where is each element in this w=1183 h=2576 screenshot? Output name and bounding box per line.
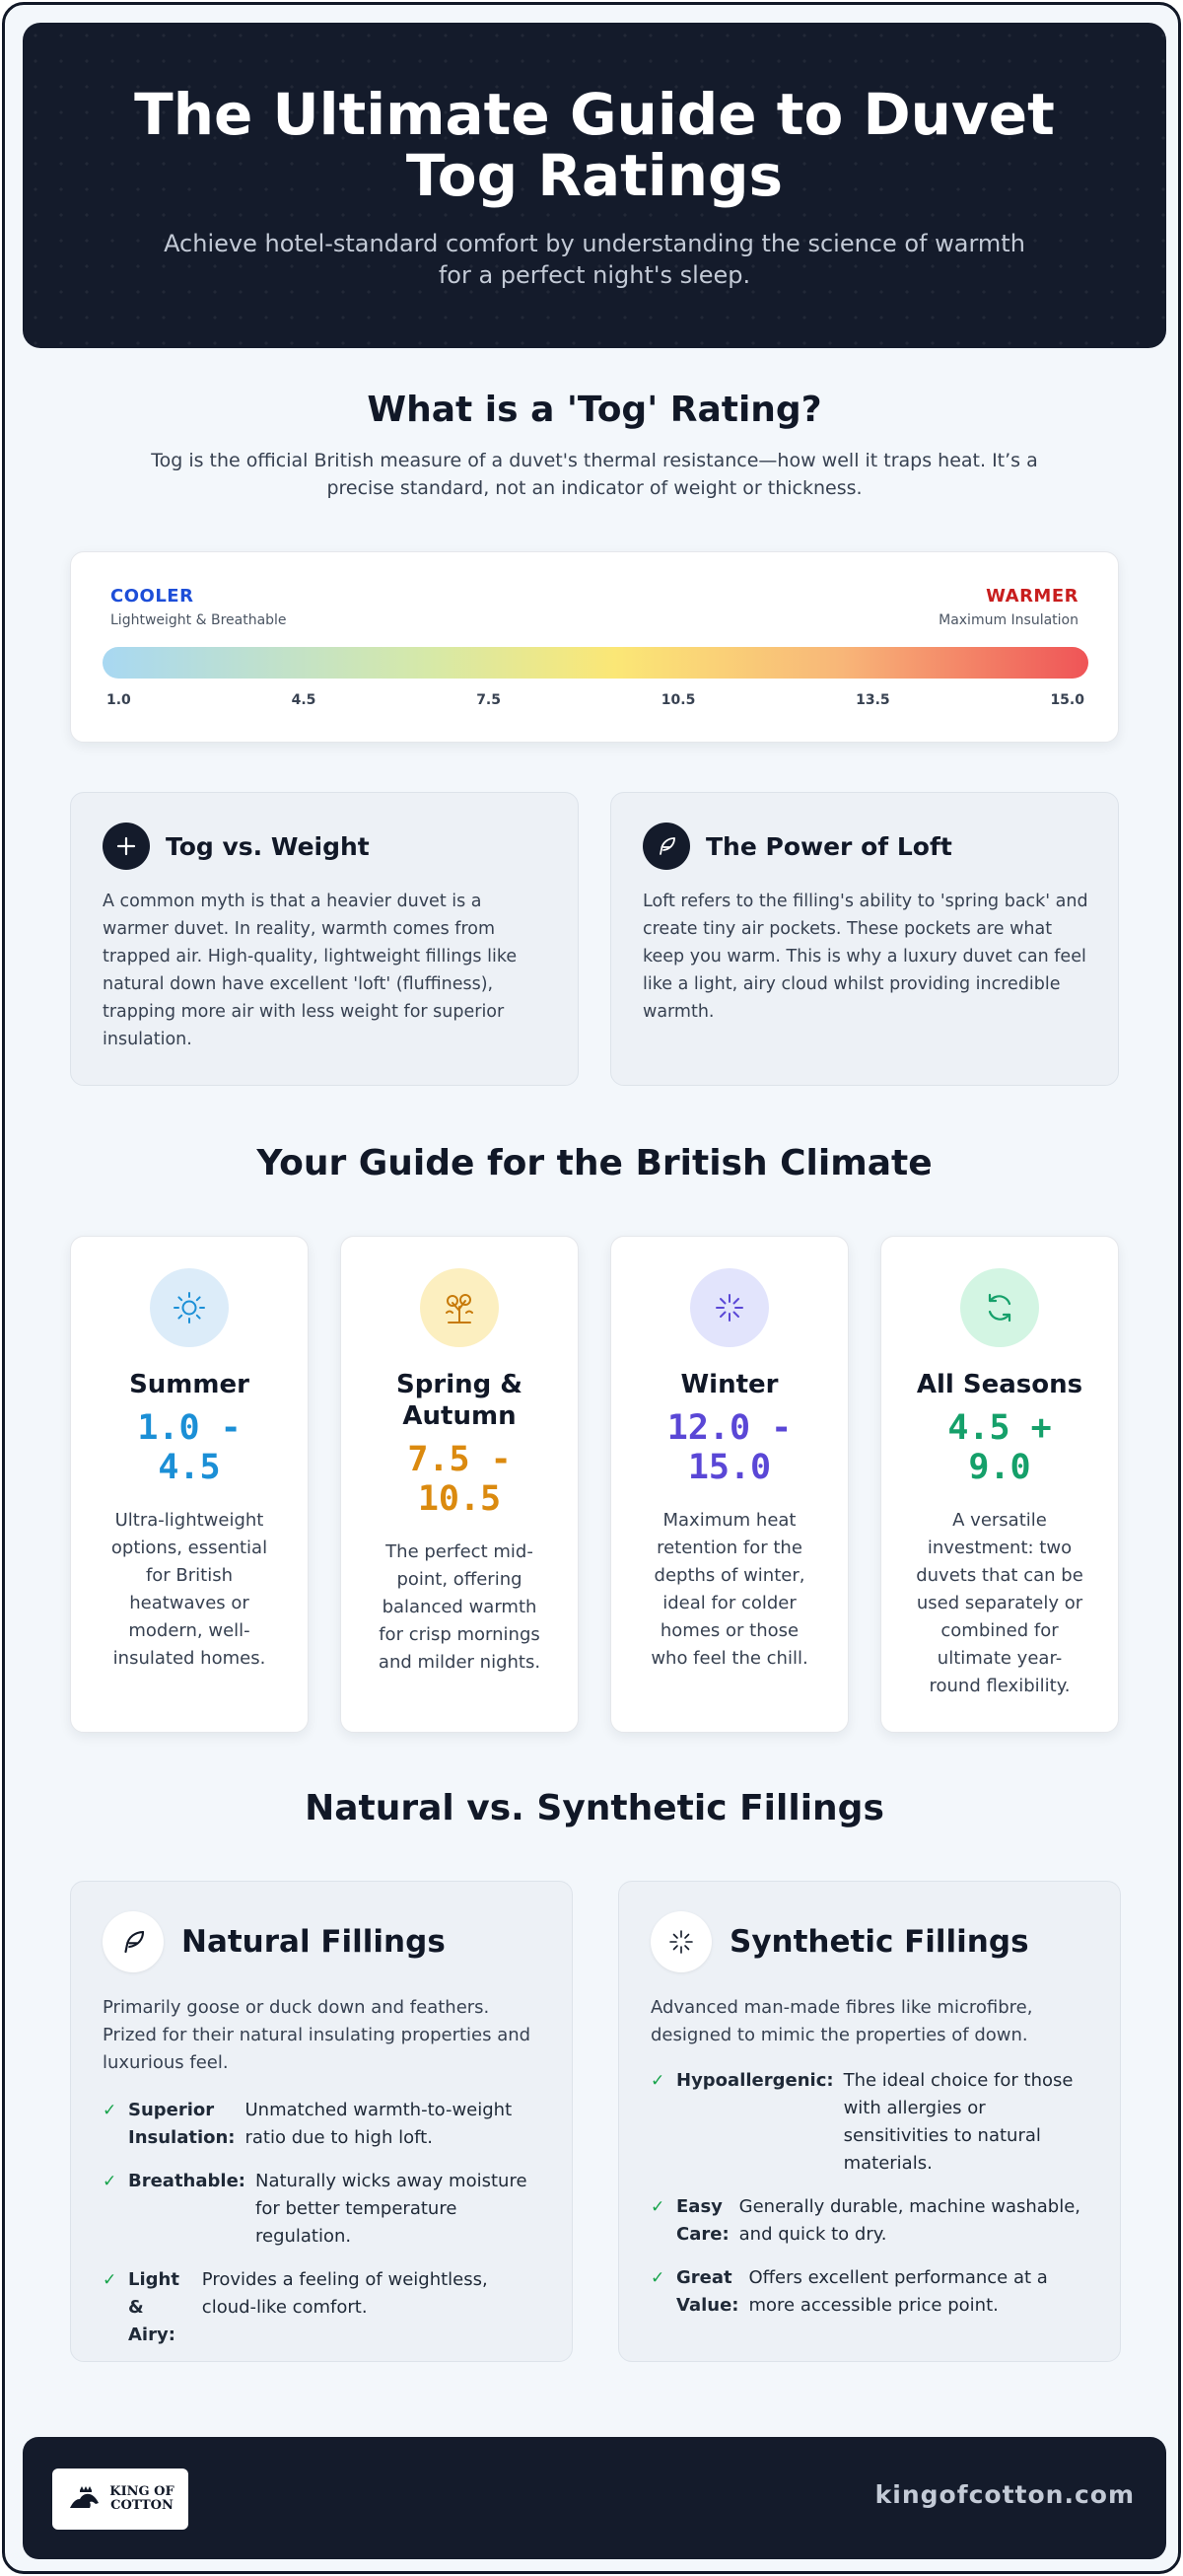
info-card-power-of-loft (610, 792, 1119, 1086)
footer (23, 2437, 1166, 2559)
season-name: Summer (129, 1370, 249, 1399)
list-item: ✓ Hypoallergenic: The ideal choice for those with allergies or sensitivities to natural materials. (651, 2067, 1094, 2178)
logo-text: KING OF (109, 2484, 174, 2499)
tog-section-intro: Tog is the official British measure of a duvet's thermal resistance—how well it traps heat. It’s a precise standard, not an indicator of weight or thickness. (151, 450, 1038, 499)
tog-scale-card (70, 551, 1119, 743)
scale-tick: 10.5 (661, 692, 696, 708)
lion-crest-icon (66, 2484, 104, 2514)
check-icon: ✓ (103, 2270, 117, 2290)
season-name: All Seasons (916, 1370, 1083, 1399)
list-item: ✓ Light & Airy: Provides a feeling of weightless, cloud-like comfort. (103, 2266, 546, 2349)
fillings-section-title: Natural vs. Synthetic Fillings (305, 1788, 884, 1828)
brand-logo[interactable] (52, 2469, 188, 2530)
season-card-winter (610, 1236, 849, 1733)
info-card-text: A common myth is that a heavier duvet is a warmer duvet. In reality, warmth comes from trapped air. High-quality, lightweight fillings like natural down have excellent 'loft' (fluffiness), trapping more air with less weight for superior insulation. (103, 892, 518, 1049)
scale-tick: 15.0 (1050, 692, 1084, 708)
season-card-spring-autumn (340, 1236, 579, 1733)
season-tog-range: 12.0 - 15.0 (666, 1408, 793, 1487)
season-tog-range: 7.5 - 10.5 (407, 1440, 512, 1519)
feather-icon (643, 823, 690, 870)
refresh-icon (960, 1268, 1039, 1347)
fill-card-title: Synthetic Fillings (730, 1924, 1029, 1960)
fill-card-desc: Primarily goose or duck down and feathers. Prized for their natural insulating properties and luxurious feel. (103, 1997, 531, 2073)
website-link[interactable]: kingofcotton.com (874, 2480, 1135, 2509)
list-item: ✓ Great Value: Offers excellent performance at a more accessible price point. (651, 2264, 1094, 2320)
fill-feature-list (651, 2067, 1094, 2335)
tog-scale-ticks (106, 692, 1084, 712)
fill-card-synthetic (618, 1881, 1121, 2362)
season-description: Maximum heat retention for the depths of winter, ideal for colder homes or those who feel the chill. (651, 1510, 808, 1669)
climate-section-title: Your Guide for the British Climate (256, 1143, 933, 1183)
check-icon: ✓ (103, 2101, 117, 2120)
sun-icon (150, 1268, 229, 1347)
scale-tick: 1.0 (106, 692, 131, 708)
fill-card-natural (70, 1881, 573, 2362)
snowflake-icon (690, 1268, 769, 1347)
season-tog-range: 1.0 - 4.5 (137, 1408, 242, 1487)
season-name: Winter (680, 1370, 779, 1399)
feather-icon (103, 1911, 164, 1972)
page-subtitle: Achieve hotel-standard comfort by understanding the science of warmth for a perfect night's sleep. (164, 230, 1025, 289)
check-icon: ✓ (103, 2172, 117, 2191)
fill-feature-list (103, 2097, 546, 2365)
check-icon: ✓ (651, 2071, 665, 2091)
plus-icon (103, 823, 150, 870)
list-item: ✓ Easy Care: Generally durable, machine washable, and quick to dry. (651, 2193, 1094, 2249)
tog-gradient-bar (103, 647, 1088, 679)
info-card-text: Loft refers to the filling's ability to 'spring back' and create tiny air pockets. These pockets are what keep you warm. This is why a luxury duvet can feel like a light, airy cloud whilst providing incredible warmth. (643, 892, 1088, 1022)
scale-cooler-label: COOLER Lightweight & Breathable (110, 586, 287, 628)
page-title: The Ultimate Guide to Duvet Tog Ratings (134, 81, 1055, 209)
info-card-tog-vs-weight (70, 792, 579, 1086)
tree-icon (420, 1268, 499, 1347)
check-icon: ✓ (651, 2197, 665, 2217)
season-description: Ultra-lightweight options, essential for British heatwaves or modern, well-insulated homes. (110, 1510, 268, 1669)
info-card-title: The Power of Loft (706, 831, 952, 861)
info-card-title: Tog vs. Weight (166, 831, 370, 861)
season-description: The perfect mid-point, offering balanced warmth for crisp mornings and milder nights. (378, 1541, 541, 1673)
list-item: ✓ Superior Insulation: Unmatched warmth-to-weight ratio due to high loft. (103, 2097, 546, 2152)
season-description: A versatile investment: two duvets that can be used separately or combined for ultimate year-round flexibility. (916, 1510, 1083, 1696)
list-item: ✓ Breathable: Naturally wicks away moisture for better temperature regulation. (103, 2168, 546, 2251)
season-tog-range: 4.5 + 9.0 (947, 1408, 1052, 1487)
scale-warmer-label: WARMER Maximum Insulation (939, 586, 1079, 628)
sparkle-icon (651, 1911, 712, 1972)
logo-text: COTTON (110, 2498, 174, 2513)
hero-banner (23, 23, 1166, 348)
fill-card-title: Natural Fillings (181, 1924, 446, 1960)
tog-section-title: What is a 'Tog' Rating? (367, 390, 822, 430)
scale-tick: 13.5 (856, 692, 890, 708)
season-card-all-seasons (880, 1236, 1119, 1733)
check-icon: ✓ (651, 2268, 665, 2288)
season-card-summer (70, 1236, 309, 1733)
scale-tick: 4.5 (291, 692, 316, 708)
scale-tick: 7.5 (476, 692, 501, 708)
infographic-frame (2, 2, 1181, 2574)
season-name: Spring & Autumn (396, 1370, 522, 1431)
fill-card-desc: Advanced man-made fibres like microfibre, designed to mimic the properties of down. (651, 1997, 1033, 2045)
